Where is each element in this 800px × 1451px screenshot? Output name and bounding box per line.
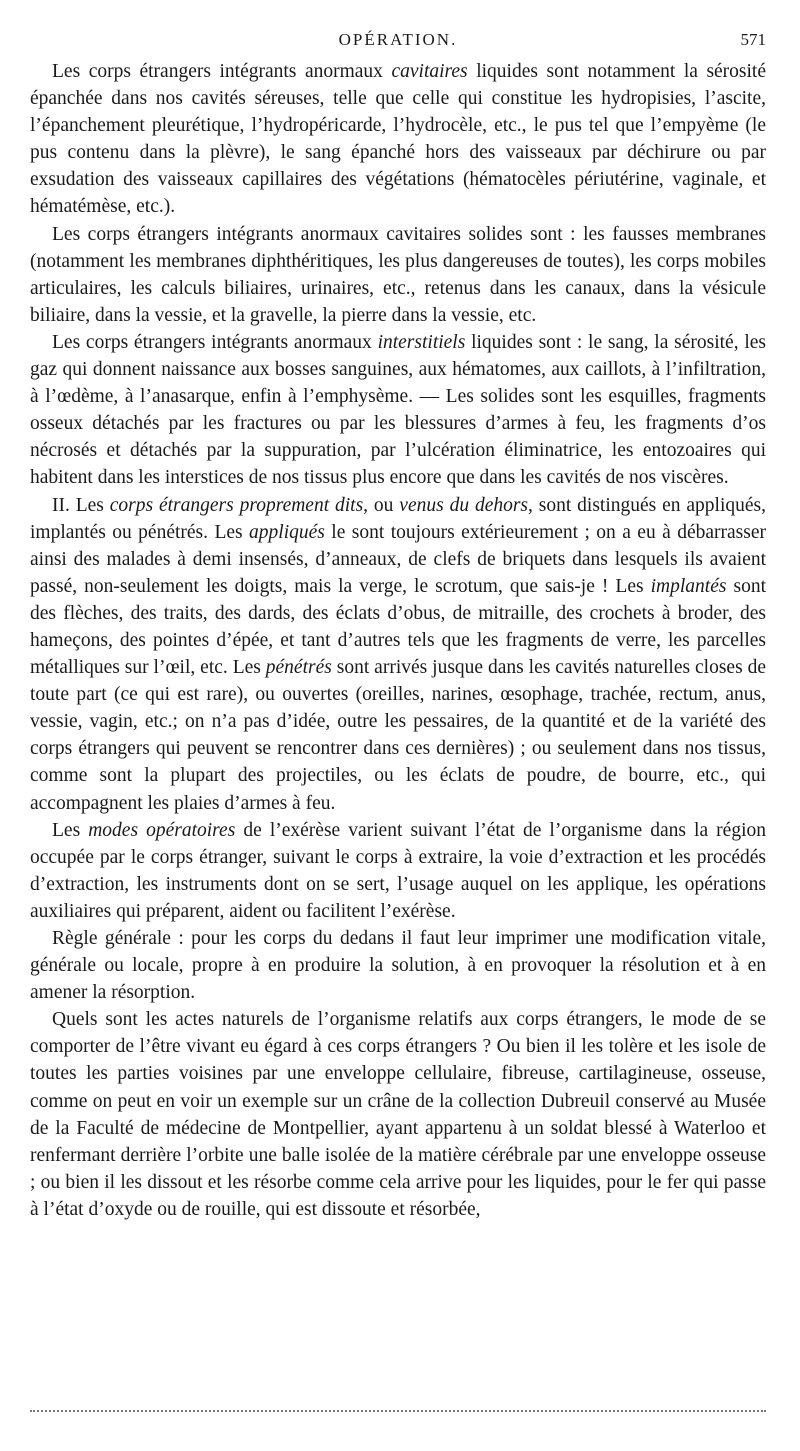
paragraph <box>30 221 766 329</box>
text-run: Règle générale : pour les corps du dedans il faut leur imprimer une modification vitale, générale ou locale, propre à en produire la solution, à en provoquer la résolution et à en amener la résorption. <box>30 928 766 1004</box>
text-run: , sont distingués en appliqués, implantés ou pénétrés. Les <box>30 494 766 543</box>
paragraph <box>30 58 766 221</box>
book-page <box>30 30 766 1223</box>
text-run: Les corps étrangers intégrants anormaux cavitaires solides sont : les fausses membranes (notamment les membranes diphthéritiques, les plus dangereuses de toutes), les corps mobiles articulaires, les calculs biliaires, urinaires, etc., retenus dans les canaux, dans la vésicule biliaire, dans la vessie, et la gravelle, la pierre dans la vessie, etc. <box>30 223 766 326</box>
text-run: Quels sont les actes naturels de l’organisme relatifs aux corps étrangers, le mode de se comporter de l’être vivant eu égard à ces corps étrangers ? Ou bien il les tolère et les isole de toutes les parties voisines par une enveloppe cellulaire, fibreuse, cartilagineuse, osseuse, comme on peut en voir un exemple sur un crâne de la collection Dubreuil conservé au Musée de la Faculté de médecine de Montpellier, ayant appartenu à un soldat blessé à Waterloo et renfermant derrière l’orbite une balle isolée de la matière cérébrale par une enveloppe osseuse ; ou bien il les dissout et les résorbe comme cela arrive pour les liquides, pour le fer qui passe à l’état d’oxyde ou de rouille, qui est dissoute et résorbée, <box>30 1009 766 1220</box>
italic-run: interstitiels <box>377 331 466 353</box>
italic-run: modes opératoires <box>88 819 236 841</box>
italic-run: venus du dehors <box>399 494 529 516</box>
paragraph <box>30 492 766 817</box>
text-run: sont des flèches, des traits, des dards, des éclats d’obus, de mitraille, des crochets à broder, des hameçons, des pointes d’épée, et tant d’autres tels que les fragments de verre, les parcelles métalliques sur l’œil, etc. Les <box>30 575 766 679</box>
text-run: le sont toujours extérieurement ; on a eu à débarrasser ainsi des malades à demi insensés, d’anneaux, de clefs de briquets dans lesquels ils avaient passé, non-seulement les doigts, mais la verge, le scrotum, que sais-je ! Les <box>30 521 766 597</box>
footer-rule <box>30 1410 766 1412</box>
text-run: ou <box>368 494 400 516</box>
body-text <box>30 58 766 1223</box>
italic-run: implantés <box>650 575 727 597</box>
paragraph <box>30 1006 766 1223</box>
text-run: de l’exérèse varient suivant l’état de l’organisme dans la région occupée par le corps étranger, suivant le corps à extraire, la voie d’extraction et les procédés d’extraction, les instruments dont on se sert, l’usage auquel on les applique, les opérations auxiliaires qui préparent, aident ou facilitent l’exérèse. <box>30 819 767 922</box>
text-run: Les corps étrangers intégrants anormaux <box>52 331 378 353</box>
text-run: sont arrivés jusque dans les cavités naturelles closes de toute part (ce qui est rare), ou ouvertes (oreilles, narines, œsophage, trachée, rectum, anus, vessie, vagin, etc.; on n’a pas d’idée, outre les pessaires, de la quantité et de la variété des corps étrangers qui peuvent se rencontrer dans ces dernières) ; ou seulement dans nos tissus, comme sont la plupart des projectiles, ou les éclats de poudre, de bourre, etc., qui accompagnent les plaies d’armes à feu. <box>30 657 766 814</box>
text-run: II. Les <box>52 494 110 516</box>
running-title: OPÉRATION. <box>338 30 458 49</box>
text-run: Les <box>52 819 89 841</box>
paragraph <box>30 817 766 925</box>
page-number: 571 <box>740 30 766 49</box>
text-run: Les corps étrangers intégrants anormaux <box>52 61 392 82</box>
running-head <box>30 30 766 58</box>
italic-run: appliqués <box>249 521 325 543</box>
text-run: liquides sont notamment la sérosité épanchée dans nos cavités séreuses, telle que celle qui constitue les hydropisies, l’ascite, l’épanchement pleurétique, l’hydropéricarde, l’hydrocèle, etc., le pus tel que l’empyème (le pus contenu dans la plèvre), le sang épanché hors des vaisseaux par déchirure ou par exsudation des vaisseaux capillaires des végétations (hématocèles périutérine, vaginale, et hématémèse, etc.). <box>30 61 767 218</box>
paragraph <box>30 925 766 1006</box>
italic-run: cavitaires <box>391 61 468 82</box>
italic-run: corps étrangers proprement dits, <box>109 494 369 516</box>
italic-run: pénétrés <box>265 657 332 679</box>
text-run: liquides sont : le sang, la sérosité, les gaz qui donnent naissance aux bosses sanguines, aux hématomes, aux caillots, à l’infiltration, à l’œdème, à l’anasarque, enfin à l’emphysème. — Les solides sont les esquilles, fragments osseux détachés par les fractures ou par les blessures d’armes à feu, les fragments d’os nécrosés et détachés par la suppuration, par l’ulcération éliminatrice, les entozoaires qui habitent dans les interstices de nos tissus plus encore que dans les cavités de nos viscères. <box>30 331 766 489</box>
paragraph <box>30 329 766 492</box>
